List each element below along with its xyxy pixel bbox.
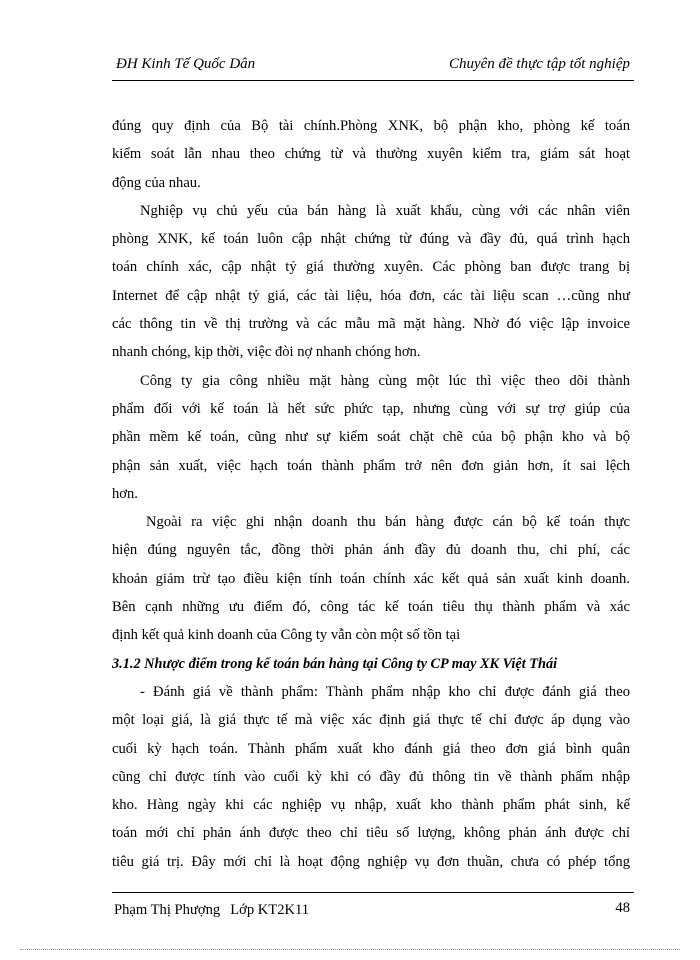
text-line: định kết quả kinh doanh của Công ty vẫn còn một số tồn tại xyxy=(112,627,461,644)
text-line: toán mới chỉ phản ánh được theo chỉ tiêu số lượng, không phản ánh được chỉ xyxy=(112,825,630,842)
page-number: 48 xyxy=(615,900,630,916)
text-line: - Đánh giá về thành phẩm: Thành phẩm nhập kho chỉ được đánh giá theo xyxy=(140,683,630,700)
text-line: phòng XNK, kế toán luôn cập nhật chứng từ đúng và đầy đủ, quá trình hạch xyxy=(112,231,630,248)
text-line: nhanh chóng, kịp thời, việc đòi nợ nhanh chóng hơn. xyxy=(112,344,421,361)
text-line: phần mềm kế toán, cũng như sự kiểm soát chặt chẽ của bộ phận kho và bộ xyxy=(112,429,630,446)
text-line: cũng chỉ được tính vào cuối kỳ khi có đầy đủ thông tin về thành phẩm nhập xyxy=(112,768,630,785)
student-class: Lớp KT2K11 xyxy=(230,902,310,918)
header-university: ĐH Kinh Tế Quốc Dân xyxy=(116,56,256,72)
student-name: Phạm Thị Phượng xyxy=(114,902,221,918)
text-line: hiện đúng nguyên tắc, đồng thời phản ánh đầy đủ doanh thu, chi phí, các xyxy=(112,542,630,559)
text-line: Bên cạnh những ưu điểm đó, công tác kế toán tiêu thụ thành phẩm và xác xyxy=(112,599,630,616)
text-line: kiểm soát lẫn nhau theo chứng từ và thường xuyên kiểm tra, giám sát hoạt xyxy=(112,146,630,163)
text-line: kho. Hàng ngày khi các nghiệp vụ nhập, xuất kho thành phẩm phát sinh, kế xyxy=(112,797,630,814)
section-heading: 3.1.2 Nhược điểm trong kế toán bán hàng tại Công ty CP may XK Việt Thái xyxy=(112,655,558,672)
text-line: các thông tin về thị trường và các mẫu mã mặt hàng. Nhờ đó việc lập invoice xyxy=(112,316,630,333)
page-footer xyxy=(112,892,634,918)
text-line: phẩm đối với kế toán là hết sức phức tạp, nhưng cùng với sự trợ giúp của xyxy=(112,400,630,417)
text-line: phận sản xuất, việc hạch toán thành phẩm trở nên đơn giản hơn, ít sai lệch xyxy=(112,457,630,474)
text-line: cuối kỳ hạch toán. Thành phẩm xuất kho đánh giá theo đơn giá bình quân xyxy=(112,740,630,757)
text-line: toán chính xác, cập nhật tỷ giá thường xuyên. Các phòng ban được trang bị xyxy=(112,259,630,276)
footer-author xyxy=(114,902,309,919)
text-line: hơn. xyxy=(112,485,138,502)
body-text xyxy=(112,112,630,876)
text-line: khoản giảm trừ tạo điều kiện tính toán chính xác kết quả sản xuất kinh doanh. xyxy=(112,570,630,587)
text-line: Nghiệp vụ chủ yếu của bán hàng là xuất khẩu, cùng với các nhân viên xyxy=(140,202,630,219)
page-header xyxy=(112,52,634,81)
text-line: Công ty gia công nhiều mặt hàng cùng một lúc thì việc theo dõi thành xyxy=(140,372,630,389)
text-line: đúng quy định của Bộ tài chính.Phòng XNK, bộ phận kho, phòng kế toán xyxy=(112,118,630,134)
text-line: tiêu giá trị. Đây mới chỉ là hoạt động nghiệp vụ đơn thuần, chưa có phép tổng xyxy=(112,853,630,870)
text-line: Ngoài ra việc ghi nhận doanh thu bán hàng được cán bộ kế toán thực xyxy=(146,514,630,531)
text-line: một loại giá, là giá thực tế mà việc xác định giá thực tế chỉ được áp dụng vào xyxy=(112,712,630,729)
header-report-title: Chuyên đề thực tập tốt nghiệp xyxy=(448,56,630,72)
text-line: Internet để cập nhật tỷ giá, các tài liệu, hóa đơn, các tài liệu scan …cũng như xyxy=(112,287,630,304)
text-line: động của nhau. xyxy=(112,174,201,191)
page-bottom-divider xyxy=(20,949,680,950)
